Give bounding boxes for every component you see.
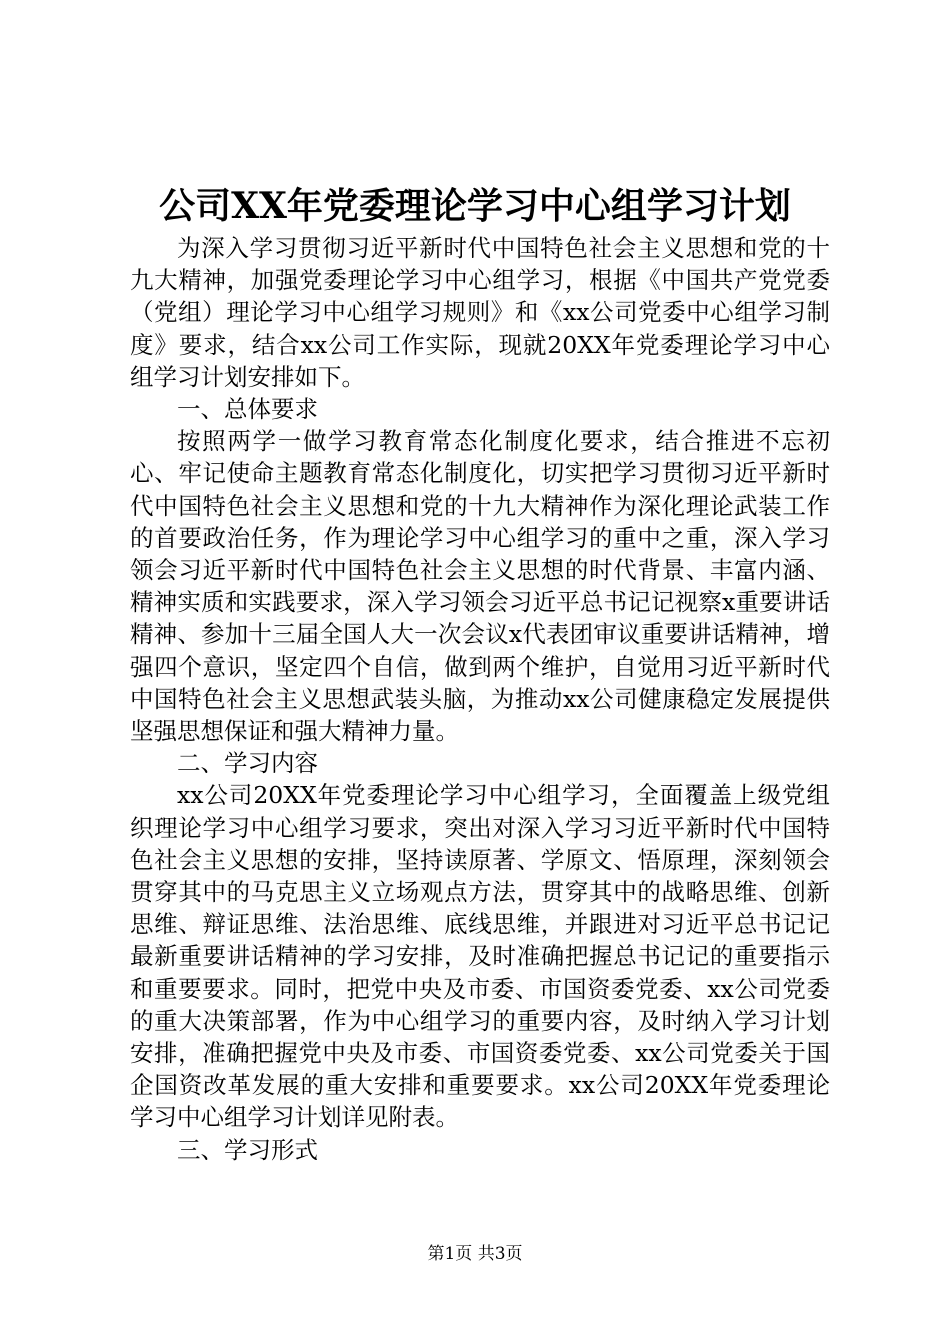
document-body: [130, 232, 830, 1166]
document-title: 公司XX年党委理论学习中心组学习计划: [159, 185, 791, 227]
section-heading-study-content: 二、学习内容: [177, 749, 318, 778]
general-requirements-paragraph: 按照两学一做学习教育常态化制度化要求，结合推进不忘初心、牢记使命主题教育常态化制度化，切实把学习贯彻习近平新时代中国特色社会主义思想和党的十九大精神作为深化理论武装工作的首要政治任务，作为理论学习中心组学习的重中之重，深入学习领会习近平新时代中国特色社会主义思想的时代背景、丰富内涵、精神实质和实践要求，深入学习领会习近平总书记记视察x重要讲话精神、参加十三届全国人大一次会议x代表团审议重要讲话精神，增强四个意识，坚定四个自信，做到两个维护，自觉用习近平新时代中国特色社会主义思想武装头脑，为推动xx公司健康稳定发展提供坚强思想保证和强大精神力量。: [130, 427, 830, 746]
study-content-paragraph: xx公司20XX年党委理论学习中心组学习，全面覆盖上级党组织理论学习中心组学习要求，突出对深入学习习近平新时代中国特色社会主义思想的安排，坚持读原著、学原文、悟原理，深刻领会贯穿其中的马克思主义立场观点方法，贯穿其中的战略思维、创新思维、辩证思维、法治思维、底线思维，并跟进对习近平总书记记最新重要讲话精神的学习安排，及时准确把握总书记记的重要指示和重要要求。同时，把党中央及市委、市国资委党委、xx公司党委的重大决策部署，作为中心组学习的重要内容，及时纳入学习计划安排，准确把握党中央及市委、市国资委党委、xx公司党委关于国企国资改革发展的重大安排和重要要求。xx公司20XX年党委理论学习中心组学习计划详见附表。: [130, 781, 830, 1132]
section-heading-general-requirements: 一、总体要求: [177, 395, 318, 424]
intro-paragraph: 为深入学习贯彻习近平新时代中国特色社会主义思想和党的十九大精神，加强党委理论学习中心组学习，根据《中国共产党党委（党组）理论学习中心组学习规则》和《xx公司党委中心组学习制度》要求，结合xx公司工作实际，现就20XX年党委理论学习中心组学习计划安排如下。: [130, 234, 830, 391]
section-heading-study-format: 三、学习形式: [177, 1135, 318, 1164]
page-footer: 第1页 共3页: [427, 1244, 523, 1264]
